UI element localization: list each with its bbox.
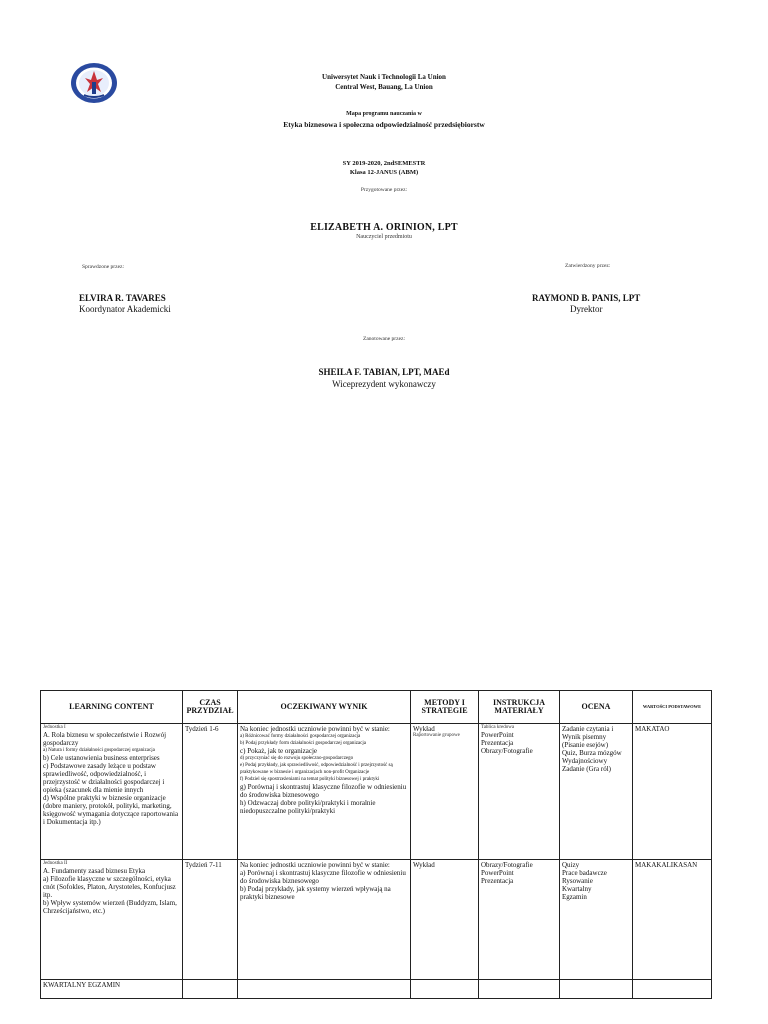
coordinator-role: Koordynator Akademicki — [79, 304, 171, 314]
assessment-item: Wydajnościowy — [562, 757, 608, 765]
unit-topic: A. Rola biznesu w społeczeństwie i Rozwój gospodarczy — [43, 731, 167, 747]
outcome-cell — [238, 860, 411, 980]
curriculum-table — [40, 690, 712, 999]
header-learning-content: LEARNING CONTENT — [41, 691, 183, 724]
empty-cell — [479, 980, 560, 999]
noted-by-label: Zanotowane przez: — [363, 336, 405, 342]
time-cell: Tydzień 7-11 — [183, 860, 238, 980]
list-item: h) Odzwaczaj dobre polityki/praktyki i moralnie niedopuszczalne polityki/praktyki — [240, 799, 376, 815]
vice-president-role: Wiceprezydent wykonawczy — [332, 379, 436, 389]
header-methods: METODY I STRATEGIE — [411, 691, 479, 724]
outcome-intro: Na koniec jednostki uczniowie powinni być w stanie: — [240, 725, 390, 733]
material-item: PowerPoint — [481, 869, 514, 877]
assessment-item: Kwartalny — [562, 885, 592, 893]
empty-cell — [238, 980, 411, 999]
outcome-intro: Na koniec jednostki uczniowie powinni być w stanie: — [240, 861, 390, 869]
method-item: Wykład — [413, 725, 435, 733]
materials-cell — [479, 860, 560, 980]
assessment-item: Egzamin — [562, 893, 587, 901]
core-value-cell: MAKATAO — [633, 724, 712, 860]
header-materials: INSTRUKCJA MATERIAŁY — [479, 691, 560, 724]
empty-cell — [411, 980, 479, 999]
assessment-cell — [560, 724, 633, 860]
vice-president-name: SHEILA F. TABIAN, LPT, MAEd — [318, 367, 450, 377]
unit-label: Jednostka II — [43, 861, 68, 866]
table-header-row — [41, 691, 712, 724]
assessment-item: (Pisanie esejów) — [562, 741, 609, 749]
list-item: b) Cele ustanowienia business enterprises — [43, 754, 160, 762]
methods-cell — [411, 724, 479, 860]
header-outcome: OCZEKIWANY WYNIK — [238, 691, 411, 724]
assessment-item: Zadanie (Gra ról) — [562, 765, 611, 773]
list-item: b) Wpływ systemów wierzeń (Buddyzm, Islam, Chrześcijaństwo, etc.) — [43, 899, 177, 915]
list-item: c) Pokaż, jak te organizacje — [240, 747, 318, 755]
assessment-item: Prace badawcze — [562, 869, 607, 877]
coordinator-name: ELVIRA R. TAVARES — [79, 293, 166, 303]
material-item: Prezentacja — [481, 739, 514, 747]
curriculum-map-label: Mapa programu nauczania w — [346, 111, 422, 117]
table-row — [41, 860, 712, 980]
list-item: d) Wspólne praktyki w biznesie organizacje (dobre maniery, protokół, polityki, marketing, księgowość wymagania dotyczące raportowania i Dokumentacja itp.) — [43, 794, 179, 826]
empty-cell — [560, 980, 633, 999]
material-item: Obrazy/Fotografie — [481, 861, 533, 869]
method-item: Raportowanie grupowe — [413, 733, 460, 738]
list-item: a) Natura i formy działalności gospodarczej organizacja — [43, 748, 155, 753]
table-row — [41, 980, 712, 999]
methods-cell — [411, 860, 479, 980]
list-item: d) przyczyniać się do rozwoju społeczno-gospodarczego — [240, 756, 354, 761]
header-time: CZAS PRZYDZIAŁ — [183, 691, 238, 724]
prepared-by-label: Przygotowane przez: — [360, 187, 408, 193]
subject-title: Etyka biznesowa i społeczna odpowiedzialność przedsiębiorstw — [283, 120, 485, 129]
director-role: Dyrektor — [570, 304, 603, 314]
materials-cell — [479, 724, 560, 860]
learning-content-cell — [41, 724, 183, 860]
school-year: SY 2019-2020, 2ndSEMESTR — [342, 160, 426, 167]
assessment-item: Quizy — [562, 861, 580, 869]
assessment-item: Quiz, Burza mózgów — [562, 749, 622, 757]
header-core-values: WARTOŚCI PODSTAWOWE — [633, 691, 712, 724]
class-name: Klasa 12-JANUS (ABM) — [349, 169, 419, 176]
approved-by-label: Zatwierdzony przez: — [565, 263, 611, 269]
core-value-cell: MAKAKALIKASAN — [633, 860, 712, 980]
outcome-cell — [238, 724, 411, 860]
list-item: b) Podaj przykłady, jak systemy wierzeń wpływają na praktyki biznesowe — [240, 885, 391, 901]
empty-cell — [633, 980, 712, 999]
table-row — [41, 724, 712, 860]
institution-address: Central West, Bauang, La Union — [335, 83, 433, 91]
assessment-item: Wynik pisemny — [562, 733, 607, 741]
teacher-name: ELIZABETH A. ORINION, LPT — [310, 222, 458, 233]
list-item: b) Podaj przykłady form działalności gospodarczej organizacja — [240, 741, 366, 746]
assessment-item: Zadanie czytania i — [562, 725, 614, 733]
exam-row-label: KWARTALNY EGZAMIN — [41, 980, 183, 999]
list-item: a) Filozofie klasyczne w szczególności, etyka cnót (Sofokles, Platon, Arystoteles, Konfucjusz itp. — [43, 875, 176, 899]
list-item: c) Podstawowe zasady leżące u podstaw sprawiedliwość, odpowiedzialność, i przejrzystość w działalności gospodarczej i opieka (szacunek dla mienie innych — [43, 762, 165, 794]
list-item: f) Podziel się spostrzeżeniami na temat polityki biznesowej i praktyki — [240, 777, 380, 782]
time-cell: Tydzień 1-6 — [183, 724, 238, 860]
material-item: PowerPoint — [481, 731, 514, 739]
material-item: Tablica kredowa — [481, 725, 515, 730]
assessment-item: Rysowanie — [562, 877, 593, 885]
learning-content-cell — [41, 860, 183, 980]
list-item: e) Podaj przykłady, jak sprawiedliwość, odpowiedzialność i przejrzystość są praktykowane w biznesie i organizacjach non-profit Organizacje — [240, 763, 393, 775]
unit-topic: A. Fundamenty zasad biznesu Etyka — [43, 867, 146, 875]
material-item: Prezentacja — [481, 877, 514, 885]
assessment-cell — [560, 860, 633, 980]
unit-label: Jednostka I — [43, 725, 66, 730]
checked-by-label: Sprawdzone przez: — [82, 264, 124, 270]
method-item: Wykład — [413, 861, 435, 869]
empty-cell — [183, 980, 238, 999]
director-name: RAYMOND B. PANIS, LPT — [532, 293, 641, 303]
material-item: Obrazy/Fotografie — [481, 747, 533, 755]
teacher-role: Nauczyciel przedmiotu — [356, 234, 412, 240]
list-item: a) Porównaj i skontrastuj klasyczne filozofie w odniesieniu do środowiska biznesowego — [240, 869, 406, 885]
list-item: a) Różnicować formy działalności gospodarczej organizacja — [240, 734, 361, 739]
list-item: g) Porównaj i skontrastuj klasyczne filozofie w odniesieniu do środowiska biznesowego — [240, 783, 407, 799]
header-assessment: OCENA — [560, 691, 633, 724]
institution-name: Uniwersytet Nauk i Technologii La Union — [322, 73, 446, 81]
